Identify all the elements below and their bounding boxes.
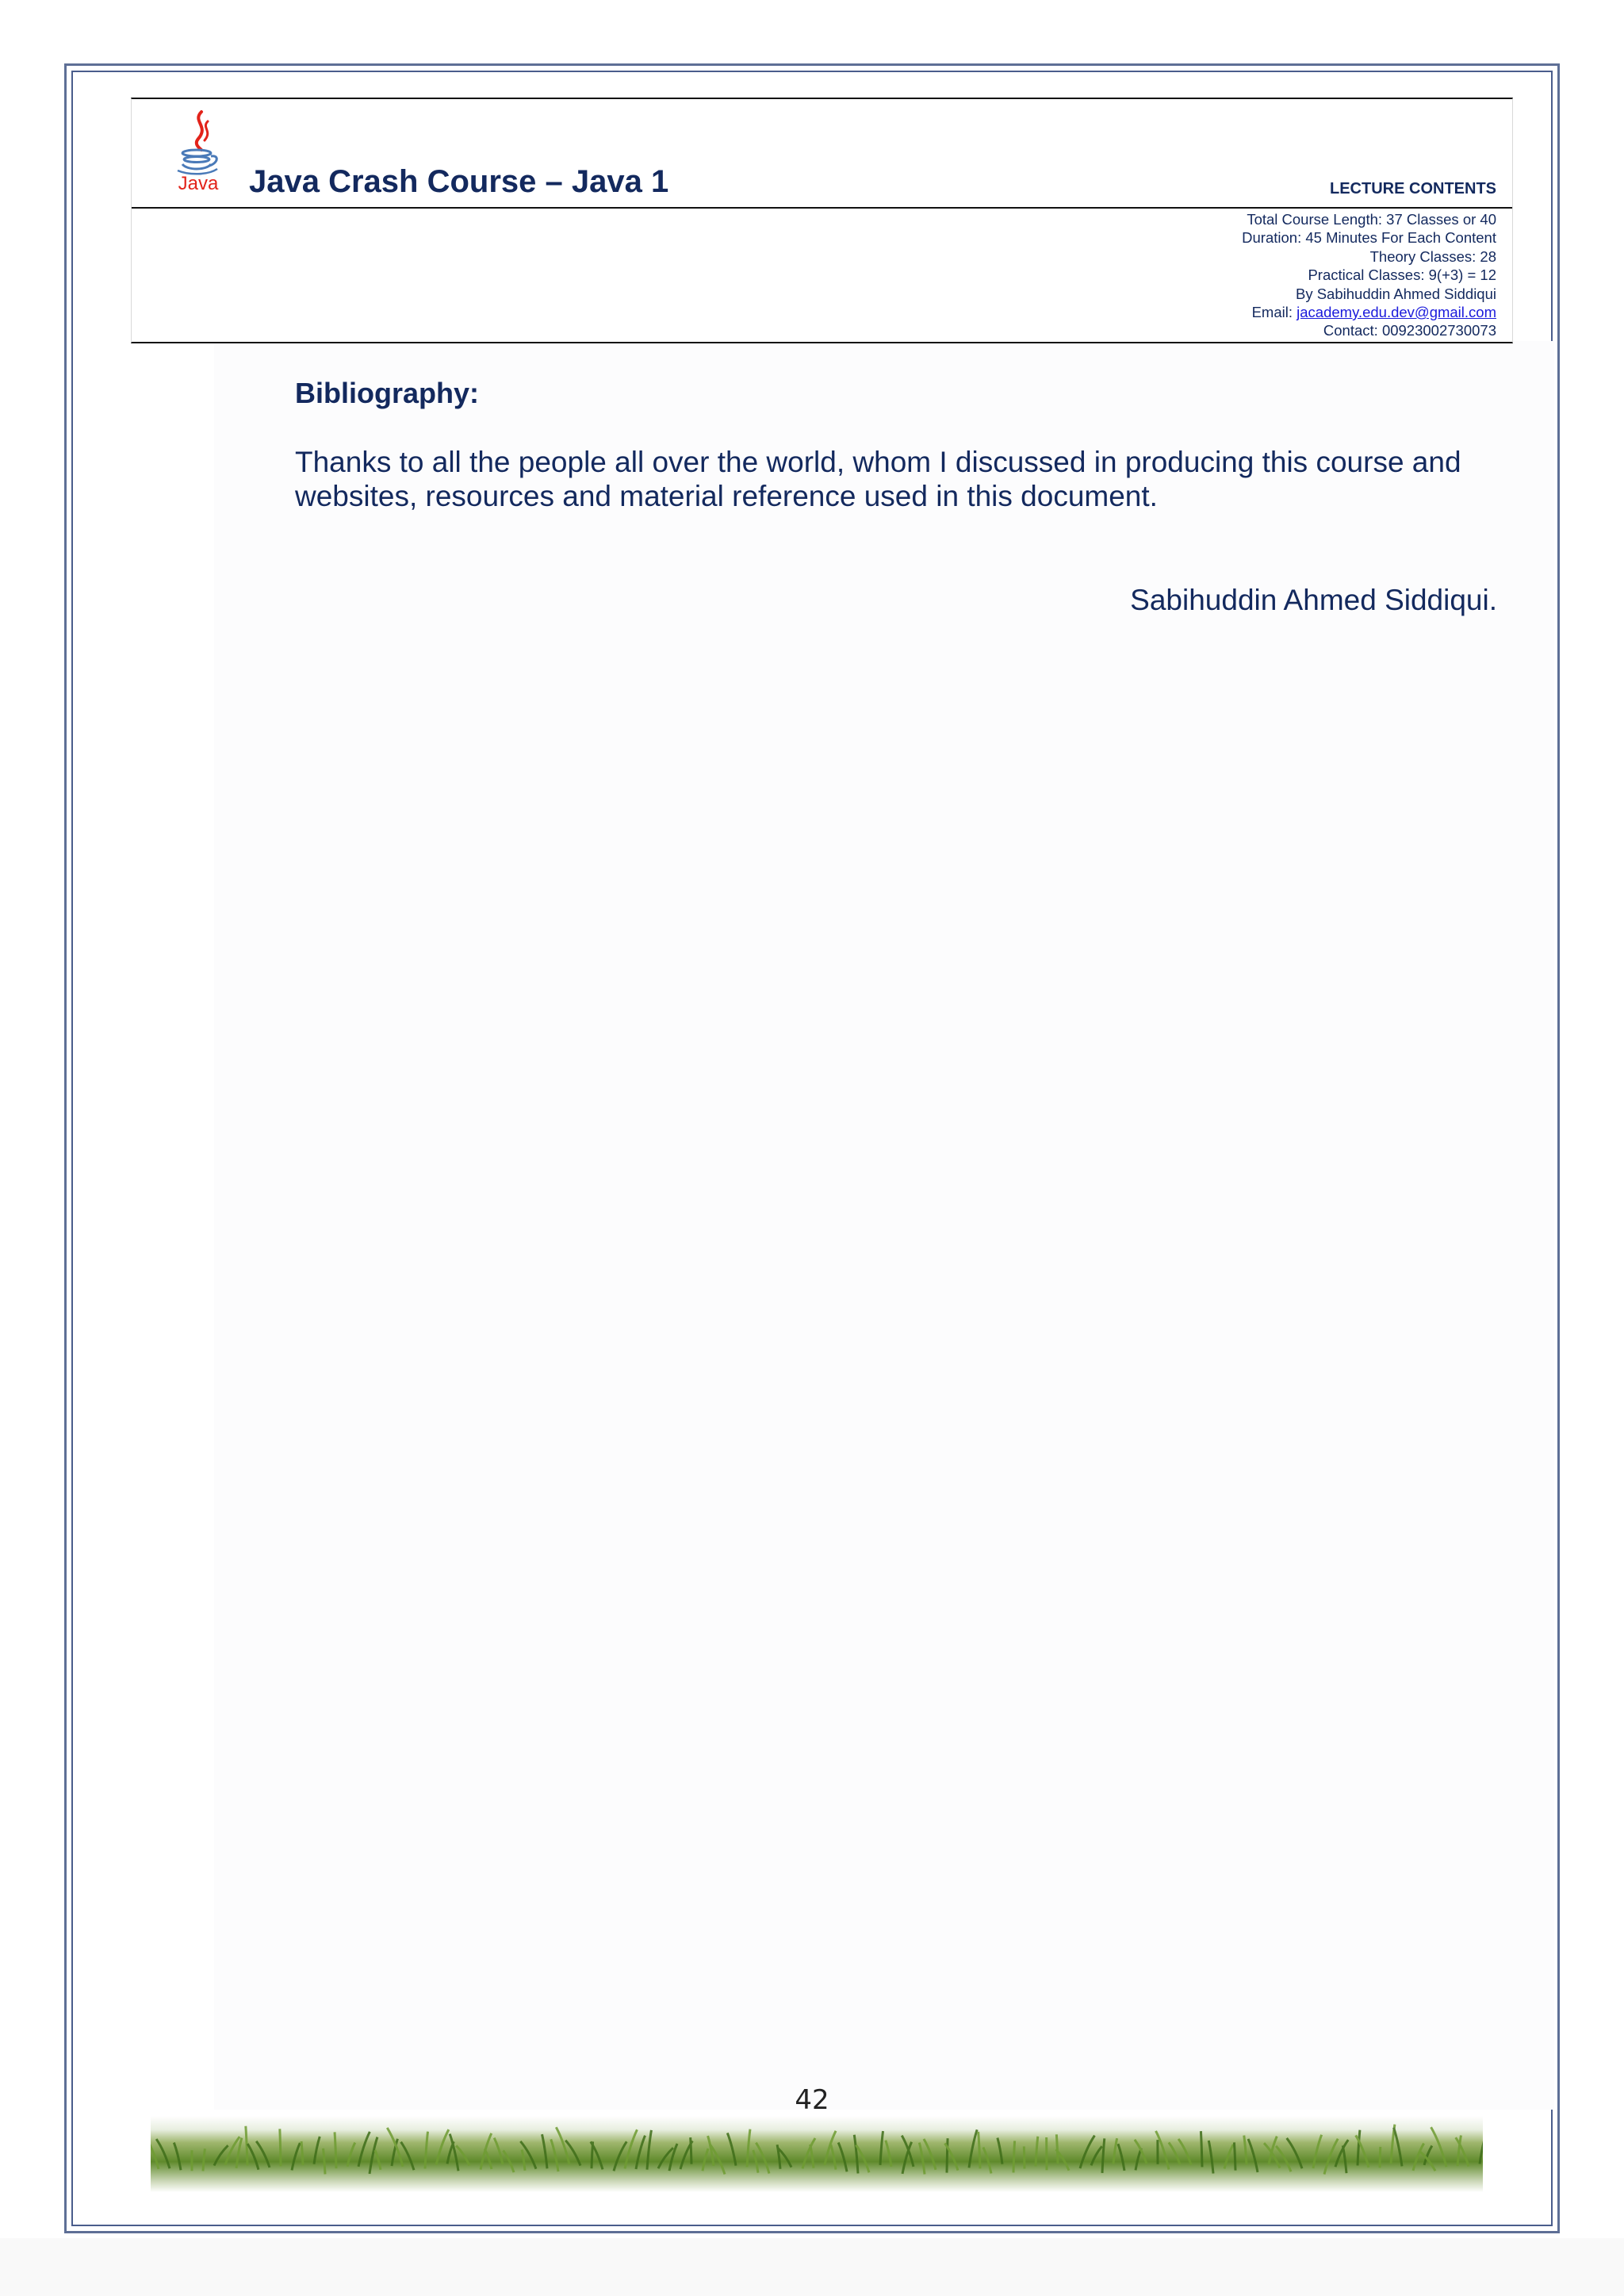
- duration: Duration: 45 Minutes For Each Content: [1242, 229, 1496, 247]
- practical-classes: Practical Classes: 9(+3) = 12: [1308, 266, 1496, 284]
- bibliography-heading: Bibliography:: [295, 377, 479, 409]
- java-logo-icon: [170, 107, 227, 194]
- lecture-contents-label: LECTURE CONTENTS: [1330, 180, 1496, 197]
- document-header: [131, 98, 1513, 343]
- email-line: [1021, 303, 1496, 321]
- author-signature: Sabihuddin Ahmed Siddiqui.: [1130, 584, 1497, 616]
- email-link[interactable]: jacademy.edu.dev@gmail.com: [1297, 304, 1496, 321]
- course-title: Java Crash Course – Java 1: [249, 164, 669, 199]
- header-divider: [132, 207, 1512, 209]
- grass-banner-icon: [151, 2116, 1483, 2192]
- contact: Contact: 00923002730073: [1323, 322, 1496, 339]
- email-label: Email:: [1251, 304, 1297, 321]
- java-logo-text: Java: [178, 173, 219, 194]
- course-info: [1021, 210, 1496, 340]
- author: By Sabihuddin Ahmed Siddiqui: [1295, 285, 1496, 302]
- page-number: 42: [795, 2084, 829, 2116]
- theory-classes: Theory Classes: 28: [1369, 247, 1496, 265]
- course-length: Total Course Length: 37 Classes or 40: [1247, 211, 1496, 228]
- bibliography-text: Thanks to all the people all over the world, whom I discussed in producing this course and websites, resources and material reference used in this document.: [295, 446, 1461, 512]
- page-bottom-band: [0, 2238, 1624, 2296]
